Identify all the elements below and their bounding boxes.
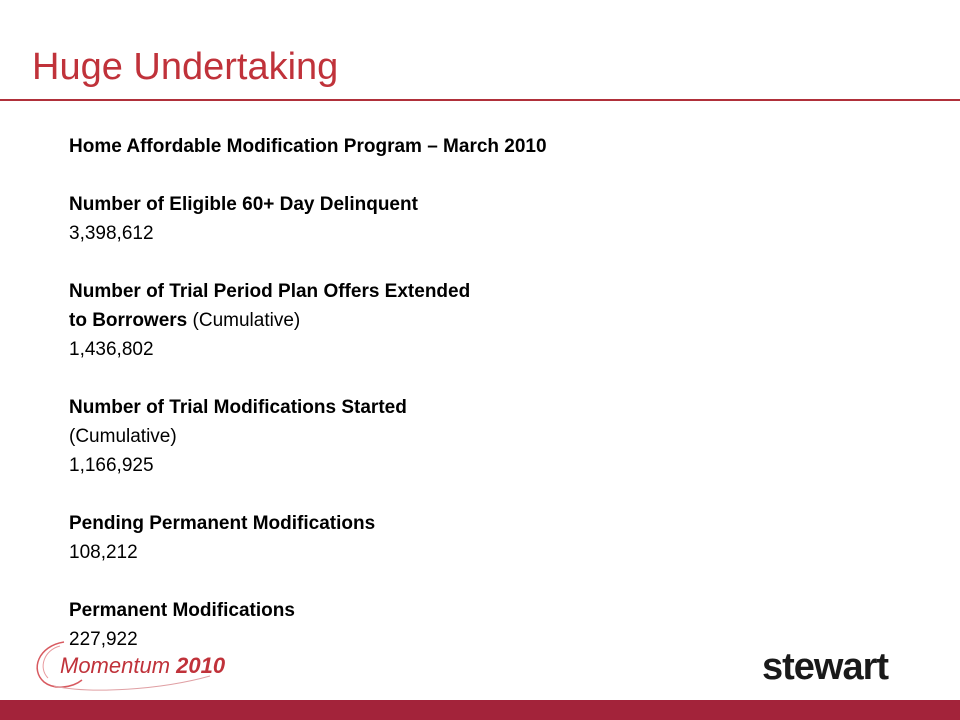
- eligible-value: 3,398,612: [69, 223, 154, 244]
- momentum-word: Momentum: [60, 653, 171, 678]
- program-heading: Home Affordable Modification Program – March 2010: [69, 136, 547, 157]
- title-divider: [0, 99, 960, 101]
- slide-content: [69, 132, 889, 654]
- spacer: [69, 248, 889, 277]
- pending-label: Pending Permanent Modifications: [69, 513, 376, 534]
- slide-title: Huge Undertaking: [32, 46, 339, 88]
- momentum-year: 2010: [176, 653, 226, 678]
- permanent-value: 227,922: [69, 629, 138, 650]
- offers-label-line1: Number of Trial Period Plan Offers Extended: [69, 281, 471, 302]
- footer-bar: [0, 700, 960, 720]
- spacer: [69, 480, 889, 509]
- eligible-label: Number of Eligible 60+ Day Delinquent: [69, 194, 418, 215]
- spacer: [69, 161, 889, 190]
- trials-sublabel: (Cumulative): [69, 426, 177, 447]
- offers-label-bold: to Borrowers: [69, 310, 188, 331]
- momentum-logo-text: [60, 653, 225, 679]
- offers-value: 1,436,802: [69, 339, 154, 360]
- offers-label-plain: (Cumulative): [187, 310, 301, 331]
- offers-label-line2: [69, 306, 889, 335]
- trials-value: 1,166,925: [69, 455, 154, 476]
- permanent-label: Permanent Modifications: [69, 600, 295, 621]
- pending-value: 108,212: [69, 542, 138, 563]
- spacer: [69, 364, 889, 393]
- spacer: [69, 567, 889, 596]
- stewart-logo: stewart: [762, 646, 889, 688]
- trials-label: Number of Trial Modifications Started: [69, 397, 407, 418]
